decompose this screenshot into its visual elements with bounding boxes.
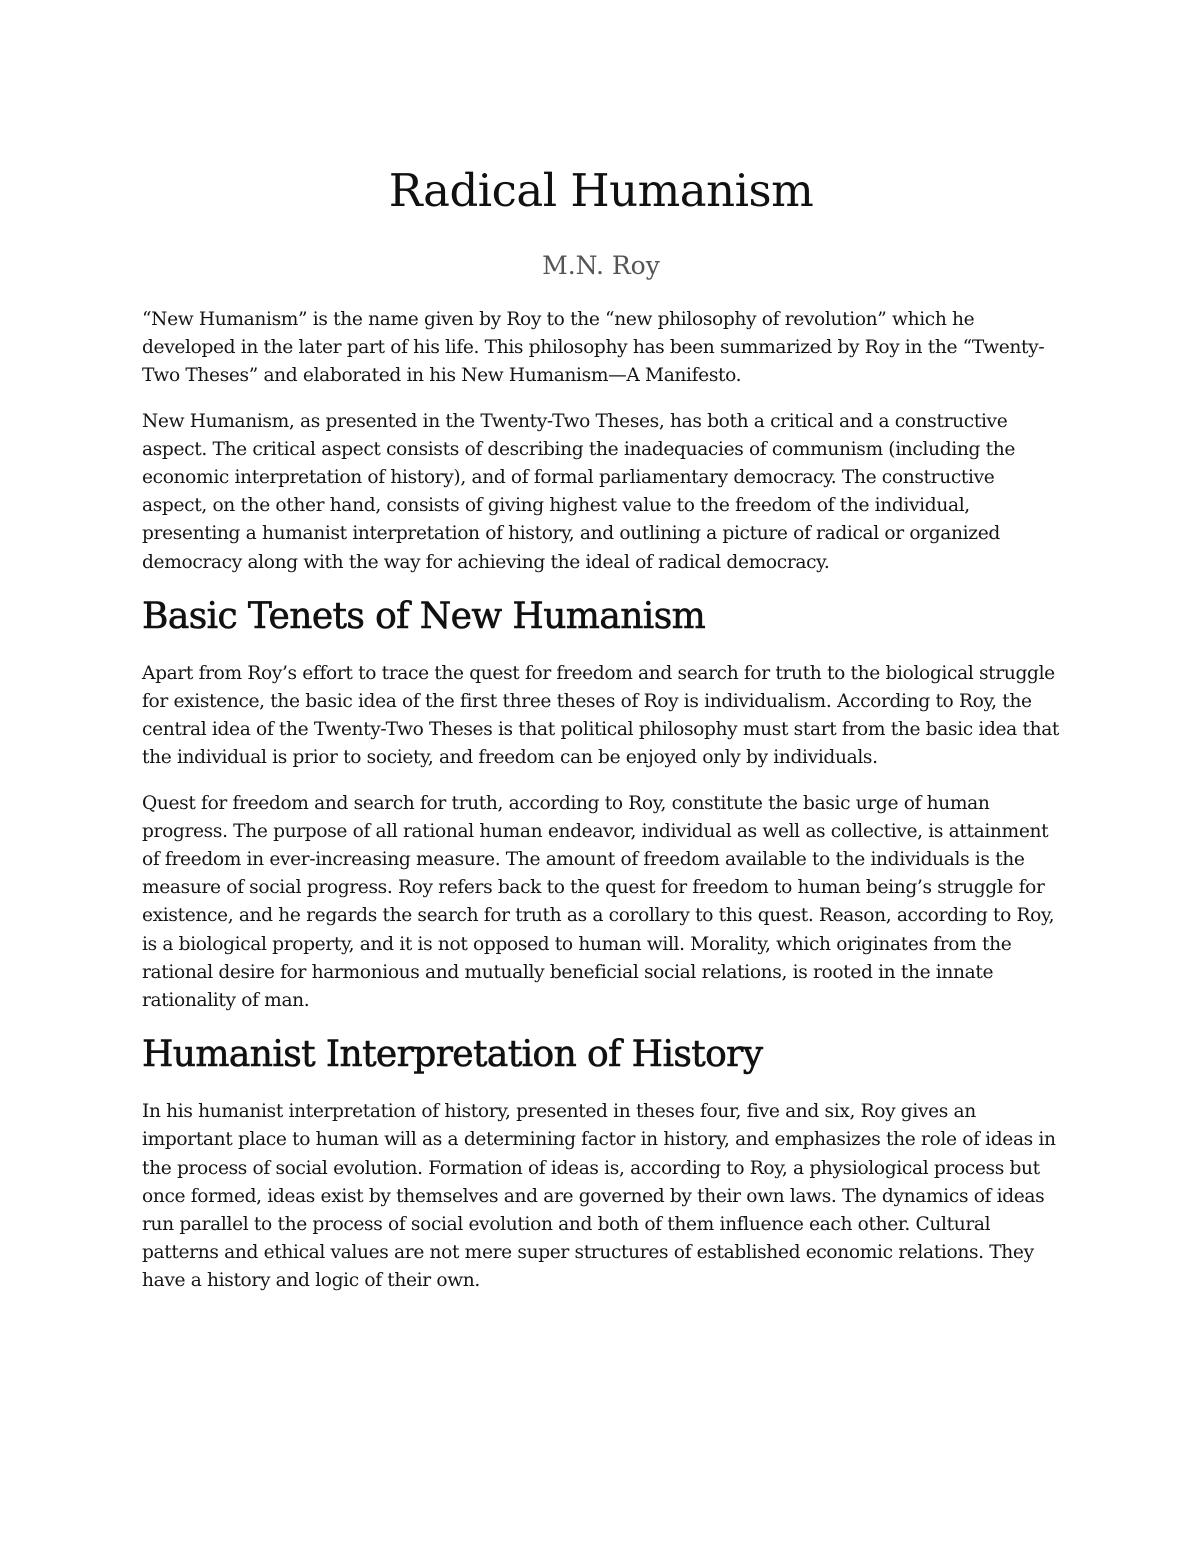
section-heading-basic-tenets: Basic Tenets of New Humanism — [142, 595, 706, 637]
document-content — [142, 160, 1060, 1313]
section-paragraph: In his humanist interpretation of history, presented in theses four, five and six, Roy gives an important place to human will as a determining factor in history, and emphasizes the role of ideas in the process of social evolution. Formation of ideas is, according to Roy, a physiological process but once formed, ideas exist by themselves and are governed by their own laws. The dynamics of ideas run parallel to the process of social evolution and both of them influence each other. Cultural patterns and ethical values are not mere super structures of established economic relations. They have a history and logic of their own. — [142, 1101, 1056, 1292]
document-author: M.N. Roy — [542, 251, 660, 280]
document-title: Radical Humanism — [388, 164, 814, 217]
intro-paragraph: “New Humanism” is the name given by Roy to the “new philosophy of revolution” which he developed in the later part of his life. This philosophy has been summarized by Roy in the “Twenty-Two Theses” and elaborated in his New Humanism—A Manifesto. — [142, 309, 1045, 387]
intro-paragraph: New Humanism, as presented in the Twenty-Two Theses, has both a critical and a constructive aspect. The critical aspect consists of describing the inadequacies of communism (including the economic interpretation of history), and of formal parliamentary democracy. The constructive aspect, on the other hand, consists of giving highest value to the freedom of the individual, presenting a humanist interpretation of history, and outlining a picture of radical or organized democracy along with the way for achieving the ideal of radical democracy. — [142, 410, 1015, 573]
section-paragraph: Apart from Roy’s effort to trace the quest for freedom and search for truth to the biological struggle for existence, the basic idea of the first three theses of Roy is individualism. According to Roy, the central idea of the Twenty-Two Theses is that political philosophy must start from the basic idea that the individual is prior to society, and freedom can be enjoyed only by individuals. — [142, 662, 1060, 769]
section-heading-humanist-interpretation: Humanist Interpretation of History — [142, 1034, 763, 1076]
section-paragraph: Quest for freedom and search for truth, according to Roy, constitute the basic urge of human progress. The purpose of all rational human endeavor, individual as well as collective, is attainment of freedom in ever-increasing measure. The amount of freedom available to the individuals is the measure of social progress. Roy refers back to the quest for freedom to human being’s struggle for existence, and he regards the search for truth as a corollary to this quest. Reason, according to Roy, is a biological property, and it is not opposed to human will. Morality, which originates from the rational desire for harmonious and mutually beneficial social relations, is rooted in the innate rationality of man. — [142, 792, 1055, 1012]
